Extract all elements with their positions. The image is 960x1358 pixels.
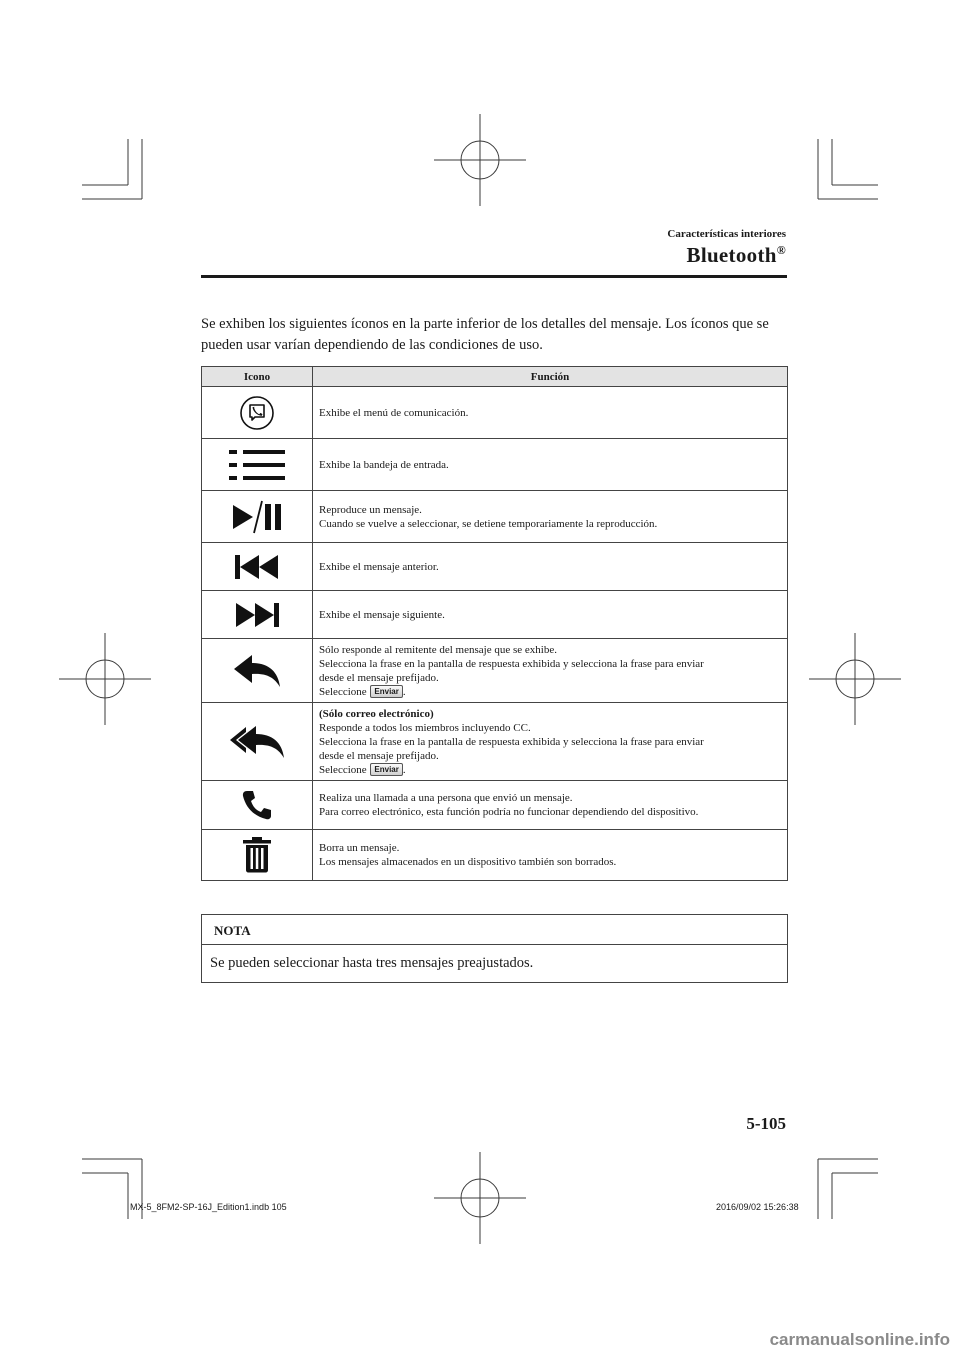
select-prefix: Seleccione (319, 685, 367, 698)
function-line: desde el mensaje prefijado. (319, 671, 439, 684)
select-line (319, 763, 781, 777)
note-heading: NOTA (202, 915, 787, 945)
select-suffix: . (402, 763, 406, 776)
print-file-info: MX-5_8FM2-SP-16J_Edition1.indb 105 (130, 1202, 287, 1212)
function-cell (313, 781, 788, 830)
inbox-list-icon (229, 448, 285, 482)
intro-paragraph: Se exhiben los siguientes íconos en la parte inferior de los detalles del mensaje. Los íconos que se pueden usar varían dependiendo de las condiciones de uso. (201, 316, 769, 353)
section-title: Características interiores (667, 228, 786, 240)
icon-cell (202, 543, 313, 591)
function-line: Exhibe el mensaje siguiente. (319, 608, 445, 621)
column-header-function: Función (313, 367, 788, 387)
chapter-title-text: Bluetooth (686, 243, 777, 267)
reply-icon (232, 653, 282, 689)
watermark: carmanualsonline.info (769, 1330, 950, 1349)
enviar-button[interactable]: Enviar (370, 763, 402, 776)
phone-icon (241, 789, 273, 821)
function-line: Exhibe la bandeja de entrada. (319, 458, 449, 471)
reply-all-icon (228, 724, 286, 760)
next-icon (235, 601, 279, 629)
icon-cell (202, 703, 313, 781)
icon-cell (202, 387, 313, 439)
function-line: Selecciona la frase en la pantalla de respuesta exhibida y selecciona la frase para enviar (319, 735, 704, 748)
select-suffix: . (402, 685, 406, 698)
icon-cell (202, 781, 313, 830)
icon-function-table (201, 366, 788, 881)
column-header-icon: Icono (202, 367, 313, 387)
table-row (202, 781, 788, 830)
play-pause-icon (231, 499, 283, 535)
header-rule (201, 275, 787, 278)
enviar-button[interactable]: Enviar (370, 685, 402, 698)
function-cell (313, 543, 788, 591)
note-box (201, 914, 788, 983)
trash-icon (242, 837, 272, 873)
icon-cell (202, 439, 313, 491)
function-line: Los mensajes almacenados en un dispositivo también son borrados. (319, 856, 617, 868)
function-line: Realiza una llamada a una persona que envió un mensaje. (319, 792, 573, 804)
function-cell (313, 703, 788, 781)
function-line: Sólo responde al remitente del mensaje que se exhibe. (319, 643, 557, 656)
print-datetime: 2016/09/02 15:26:38 (716, 1202, 799, 1212)
communication-menu-icon (239, 395, 275, 431)
table-row (202, 703, 788, 781)
table-header-row (202, 367, 788, 387)
table-row (202, 439, 788, 491)
icon-cell (202, 491, 313, 543)
function-line: Responde a todos los miembros incluyendo CC. (319, 721, 531, 734)
function-line: Borra un mensaje. (319, 842, 400, 854)
function-line: Exhibe el menú de comunicación. (319, 406, 469, 419)
table-row (202, 543, 788, 591)
function-cell (313, 591, 788, 639)
page-number: 5-105 (746, 1114, 786, 1133)
select-prefix: Seleccione (319, 763, 367, 776)
table-row (202, 639, 788, 703)
function-line: Selecciona la frase en la pantalla de respuesta exhibida y selecciona la frase para enviar (319, 657, 704, 670)
function-line: Exhibe el mensaje anterior. (319, 560, 439, 573)
function-title: (Sólo correo electrónico) (319, 707, 434, 720)
previous-icon (235, 553, 279, 581)
table-row (202, 830, 788, 881)
function-cell (313, 439, 788, 491)
function-cell (313, 387, 788, 439)
icon-cell (202, 639, 313, 703)
function-cell (313, 830, 788, 881)
chapter-title (687, 243, 786, 268)
note-body: Se pueden seleccionar hasta tres mensajes preajustados. (210, 955, 534, 971)
table-row (202, 491, 788, 543)
function-line: desde el mensaje prefijado. (319, 749, 439, 762)
registered-mark: ® (776, 243, 786, 257)
function-line: Reproduce un mensaje. (319, 503, 422, 516)
select-line (319, 685, 781, 699)
icon-cell (202, 591, 313, 639)
function-line: Cuando se vuelve a seleccionar, se detiene temporariamente la reproducción. (319, 517, 658, 530)
function-cell (313, 491, 788, 543)
table-row (202, 387, 788, 439)
icon-cell (202, 830, 313, 881)
table-row (202, 591, 788, 639)
function-cell (313, 639, 788, 703)
function-line: Para correo electrónico, esta función podría no funcionar dependiendo del dispositivo. (319, 806, 699, 818)
